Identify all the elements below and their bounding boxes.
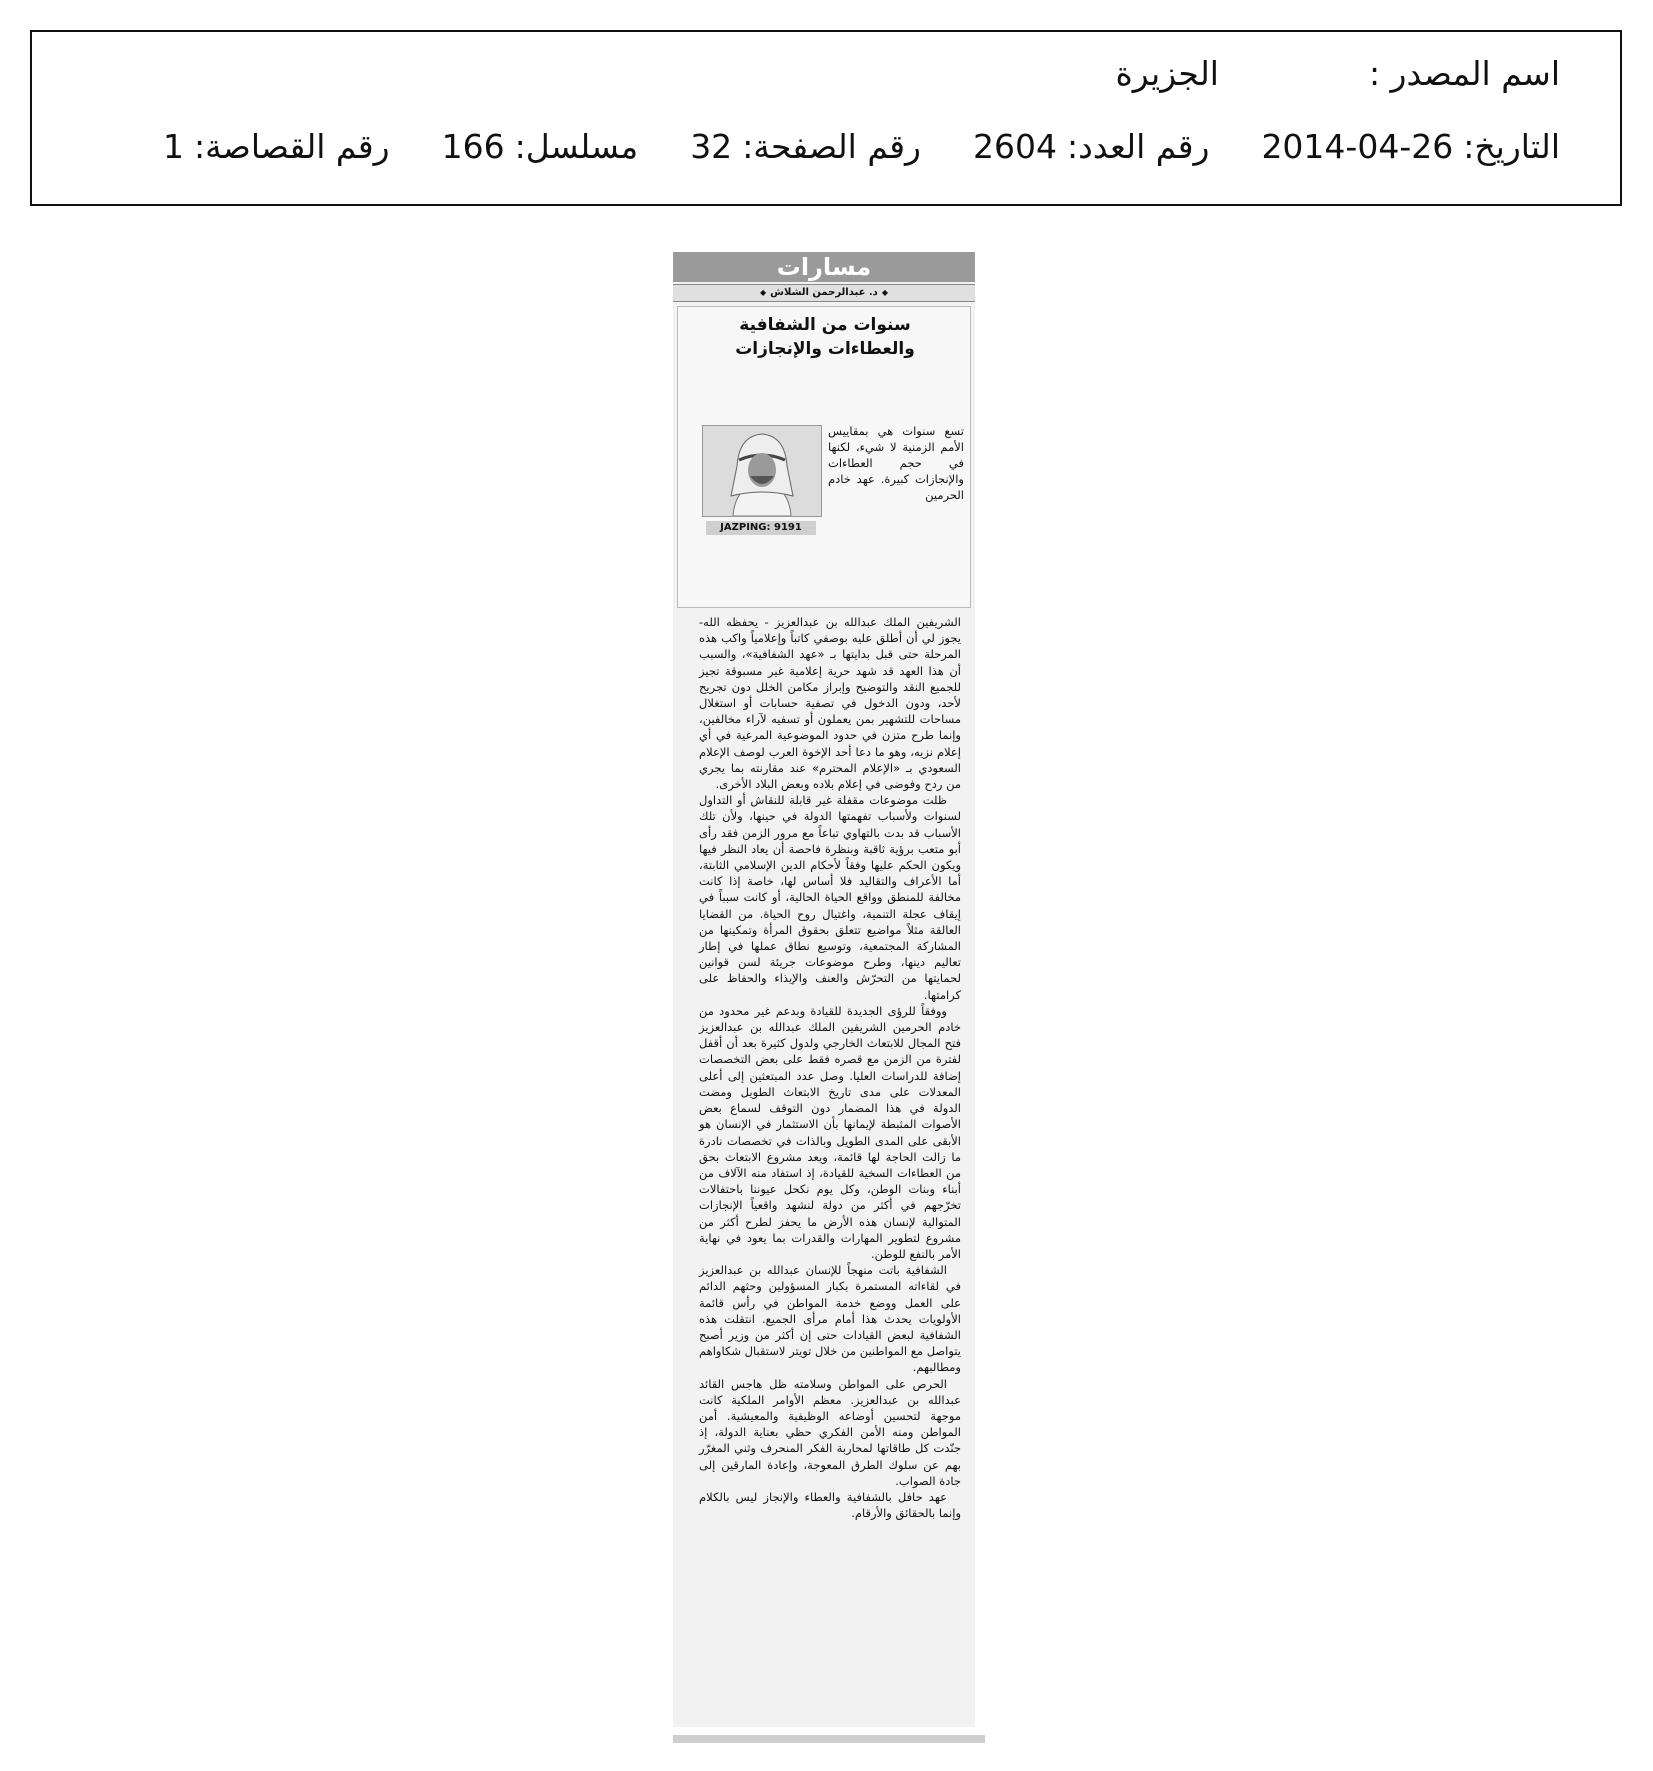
issue-value: 2604: [973, 127, 1057, 166]
author-photo: [702, 425, 822, 517]
source-value: الجزيرة: [1115, 54, 1219, 93]
clip-number-value: 1: [163, 127, 184, 166]
column-name: مسارات: [673, 252, 975, 282]
serial-value: 166: [441, 127, 505, 166]
page-label: رقم الصفحة:: [742, 127, 921, 166]
byline: [673, 284, 975, 302]
paragraph: ووفقاً للرؤى الجديدة للقيادة وبدعم غير محدود من خادم الحرمين الشريفين الملك عبدالله بن عبدالعزيز فتح المجال للابتعاث الخارجي ولدول كثيرة بعد أن أقفل لفترة من الزمن مع قصره فقط على بعض التخصصات إضافة للدراسات العليا. وصل عدد المبتعثين إلى أعلى المعدلات على مدى تاريخ الابتعاث الطويل ومضت الدولة في هذا المضمار دون التوقف لسماع بعض الأصوات المثبطة لإيمانها بأن الاستثمار في الإنسان هو الأبقى على المدى الطويل وبالذات في تخصصات نادرة ما زالت الحاجة لها قائمة، ويعد مشروع الابتعاث بحق من العطاءات السخية للقيادة، إذ استفاد منه الآلاف من أبناء وبنات الوطن، وكل يوم نكحل عيوننا باحتفالات تخرّجهم في أكثر من دولة لنشهد واقعياً الإنجازات المتوالية لإنسان هذه الأرض ما يحفز لطرح أكثر من مشروع لتطوير المهارات والقدرات بما يعود في نهاية الأمر بالنفع للوطن.: [699, 1003, 961, 1261]
article-headline: [678, 313, 972, 361]
clipping-bottom-rule: [673, 1735, 985, 1743]
paragraph: الشريفين الملك عبدالله بن عبدالعزيز - يحفظه الله- يجوز لي أن أطلق عليه بوصفي كاتباً وإعلامياً واكب هذه المرحلة حتى قبل بدايتها بـ «عهد الشفافية»، والسبب أن هذا العهد قد شهد حرية إعلامية غير مسبوقة تجيز للجميع النقد والتوضيح وإبراز مكامن الخلل دون تجريح لأحد، ودون الدخول في تصفية حسابات أو استغلال مساحات للتشهير بمن يعملون أو تسفيه لآراء مخالفين، وإنما طرح متزن في حدود الموضوعية المرعية في أي إعلام نزيه، وهو ما دعا أحد الإخوة العرب لوصف الإعلام السعودي بـ «الإعلام المحترم» عند مقارنته بما يجري من ردح وفوضى في إعلام بلاده وبعض البلاد الأخرى.: [699, 615, 961, 792]
author-name: د. عبدالرحمن الشلاش: [770, 287, 878, 298]
issue-field: [973, 127, 1209, 166]
paragraph: الشفافية باتت منهجاً للإنسان عبدالله بن عبدالعزيز في لقاءاته المستمرة بكبار المسؤولين وحثهم الدائم على العمل ووضع خدمة المواطن في رأس قائمة الأولويات يحدث هذا أمام مرأى الجميع. انتقلت هذه الشفافية لبعض القيادات حتى إن أكثر من وزير أصبح يتواصل مع المواطنين من خلال تويتر لاستقبال شكاواهم ومطالبهم.: [699, 1263, 961, 1375]
article-body: [677, 306, 971, 608]
headline-line-1: سنوات من الشفافية: [739, 315, 911, 335]
metadata-row: [163, 127, 1560, 166]
diamond-icon: ◆: [881, 288, 888, 297]
source-label: اسم المصدر :: [1368, 54, 1560, 93]
issue-label: رقم العدد:: [1066, 127, 1210, 166]
newspaper-clipping: [673, 252, 975, 1727]
clipping-header: [30, 30, 1622, 206]
photo-code: JAZPING: 9191: [706, 521, 816, 535]
diamond-icon: ◆: [760, 288, 767, 297]
paragraph: عهد حافل بالشفافية والعطاء والإنجاز ليس بالكلام وإنما بالحقائق والأرقام.: [699, 1489, 961, 1521]
headline-line-2: والعطاءات والإنجازات: [735, 339, 915, 359]
serial-label: مسلسل:: [514, 127, 639, 166]
date-value: 2014-04-26: [1261, 127, 1454, 166]
date-field: [1261, 127, 1560, 166]
page-field: [690, 127, 921, 166]
paragraph: ظلت موضوعات مقفلة غير قابلة للنقاش أو التداول لسنوات ولأسباب تفهمتها الدولة في حينها، ولأن تلك الأسباب قد بدت بالتهاوي تباعاً مع مرور الزمن فقد رأى أبو متعب برؤية ثاقبة وبنظرة فاحصة أن يعاد النظر فيها ويكون الحكم عليها وفقاً لأحكام الدين الإسلامي الثابتة، أما الأعراف والتقاليد فلا أساس لها، خاصة إذا كانت مخالفة للمنطق وواقع الحياة الحالية، أو كانت سبباً في إيقاف عجلة التنمية، واغتيال روح الحياة. من القضايا العالقة مثلاً مواضيع تتعلق بحقوق المرأة وتمكينها من المشاركة المجتمعية، وتوسيع نطاق عملها في إطار تعاليم دينها، وطرح موضوعات جريئة لسن قوانين لحمايتها من التحرّش والعنف والإيذاء والحفاظ على كرامتها.: [699, 793, 961, 1002]
source-row: [1116, 54, 1560, 93]
author-portrait-icon: [703, 426, 821, 516]
clip-number-field: [163, 127, 390, 166]
clip-number-label: رقم القصاصة:: [194, 127, 390, 166]
page-value: 32: [690, 127, 733, 166]
article-text: [699, 614, 961, 1521]
serial-field: [442, 127, 639, 166]
date-label: التاريخ:: [1463, 127, 1560, 166]
paragraph: الحرص على المواطن وسلامته ظل هاجس القائد عبدالله بن عبدالعزيز. معظم الأوامر الملكية كانت موجهة لتحسين أوضاعه الوظيفية والمعيشية. أمن المواطن ومنه الأمن الفكري حظي بعناية الدولة، إذ جنّدت كل طاقاتها لمحاربة الفكر المنحرف وثني المغرّر بهم عن سلوك الطرق المعوجة، وإعادة المارقين إلى جادة الصواب.: [699, 1376, 961, 1488]
article-lead: تسع سنوات هي بمقاييس الأمم الزمنية لا شيء، لكنها في حجم العطاءات والإنجازات كبيرة. عهد خادم الحرمين: [828, 424, 964, 502]
